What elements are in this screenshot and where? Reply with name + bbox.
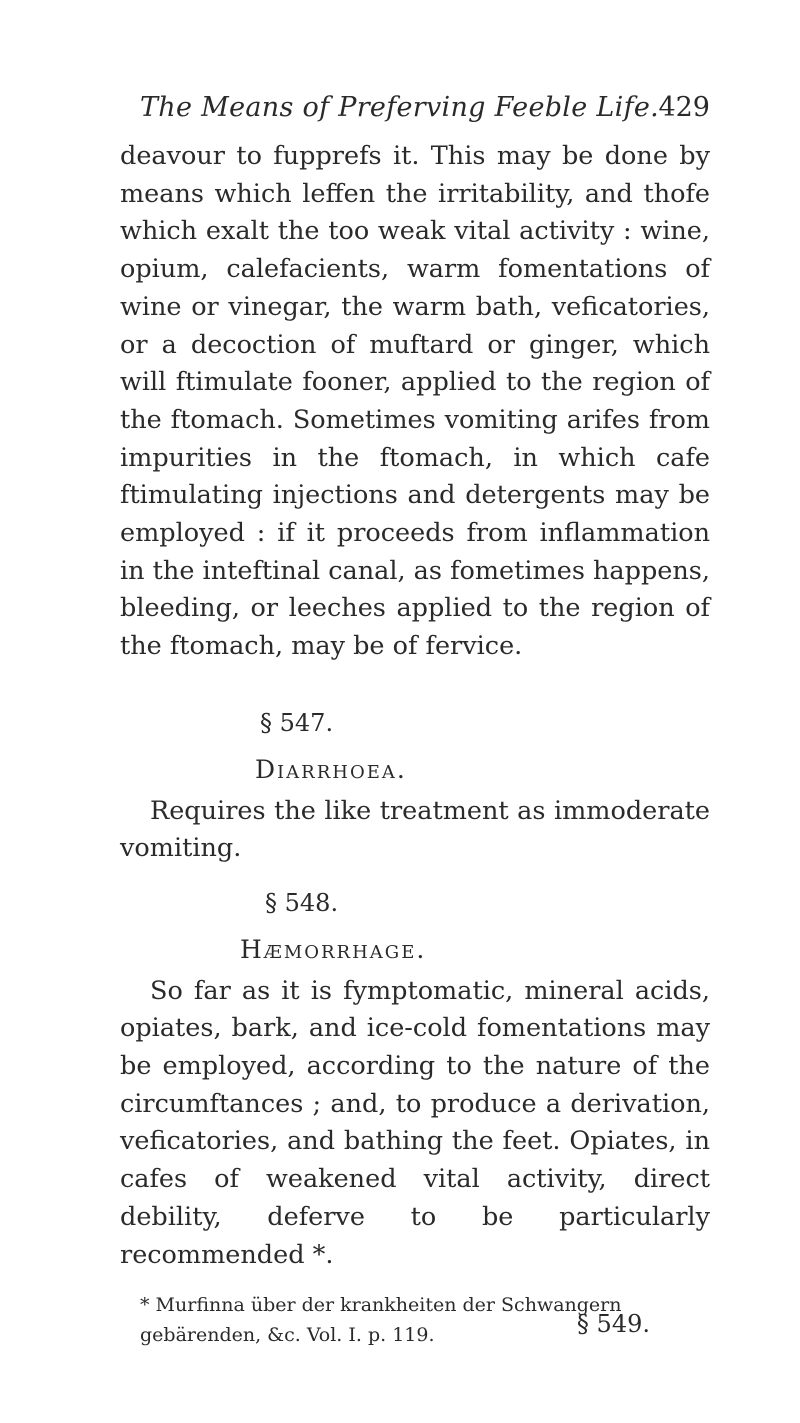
footnote: * Murfinna über der krankheiten der Schwangern gebärenden, &c. Vol. I. p. 119. (140, 1294, 622, 1346)
section-heading-diarrhoea: Diarrhoea. (255, 754, 407, 784)
paragraph-vomiting-treatment: deavour to fupprefs it. This may be done by means which leffen the irritability, and thofe which exalt the too weak vital activity : wine, opium, calefacients, warm fomentations of wine or vinegar, the warm bath, veficatories, or a decoction of muftard or ginger, which will ftimulate fooner, applied to the region of the ftomach. Sometimes vomiting arifes from impurities in the ftomach, in which cafe ftimulating injections and detergents may be employed : if it proceeds from inflammation in the inteftinal canal, as fometimes happens, bleeding, or leeches applied to the region of the ftomach, may be of fervice. (120, 141, 710, 662)
section-number-547: § 547. (260, 708, 334, 737)
running-title: The Means of Preferving Feeble Life. (140, 92, 660, 123)
page-header (140, 92, 710, 132)
body-text (120, 138, 710, 1349)
paragraph-diarrhoea: Requires the like treatment as immoderate vomiting. (120, 795, 710, 864)
section-number-548: § 548. (265, 888, 339, 917)
section-heading-haemorrhage: Hæmorrhage. (240, 934, 427, 964)
catchword-next-section: § 549. (576, 1310, 650, 1339)
paragraph-haemorrhage: So far as it is fymptomatic, mineral acids, opiates, bark, and ice-cold fomentations may be employed, according to the nature of the circumftances ; and, to produce a derivation, veficatories, and bathing the feet. Opiates, in cafes of weakened vital activity, direct debility, deferve to be particularly recommended *. (120, 975, 710, 1270)
page-number: 429 (658, 92, 710, 123)
